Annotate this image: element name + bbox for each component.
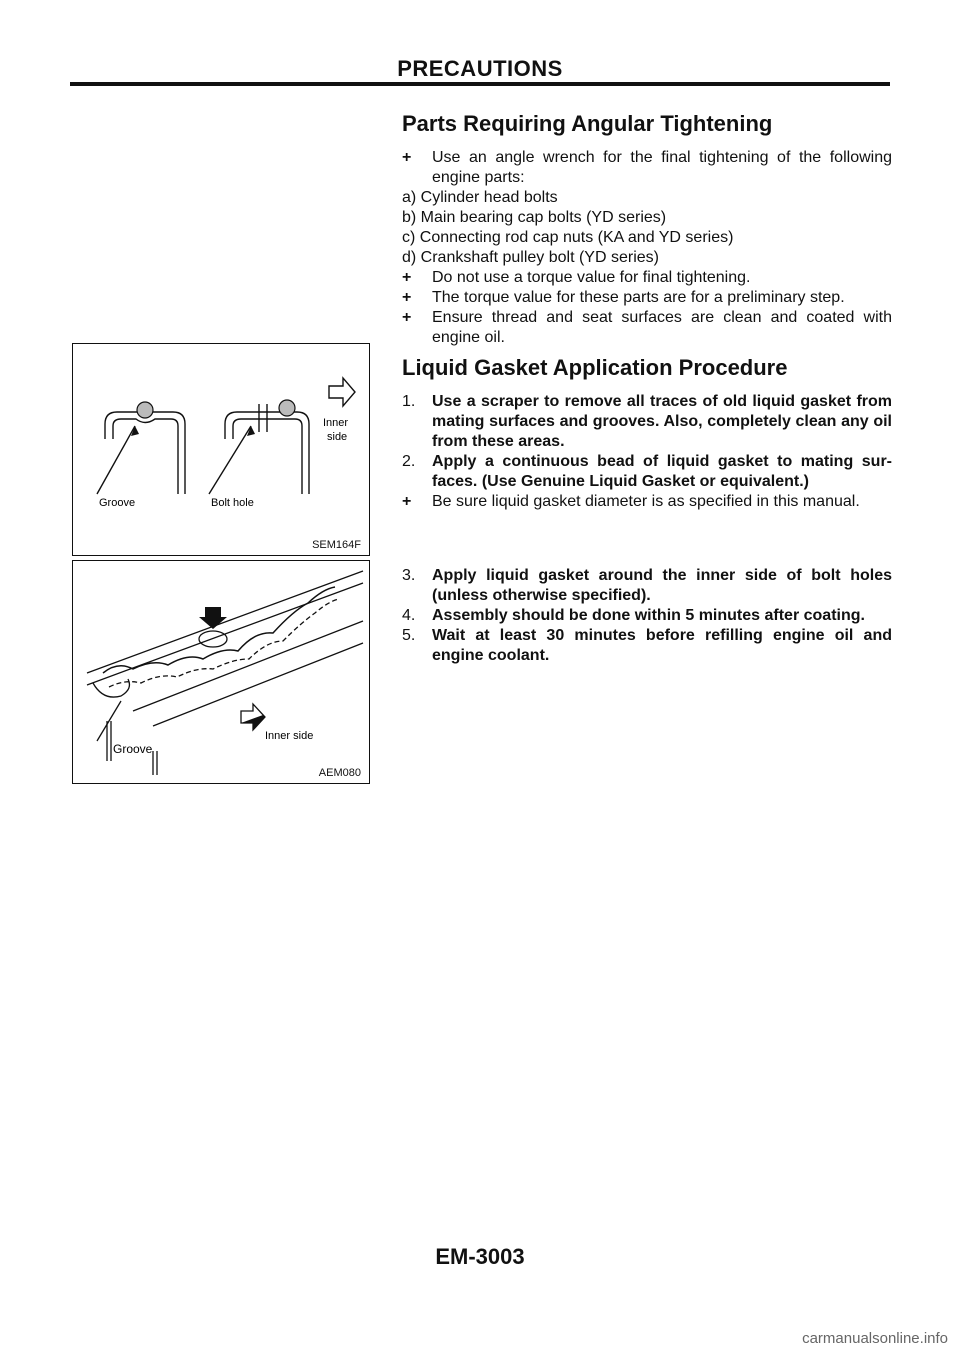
gasket-bead-diagram bbox=[73, 561, 368, 781]
watermark[interactable]: carmanualsonline.info bbox=[802, 1330, 948, 1347]
main-content bbox=[402, 110, 892, 666]
step-item bbox=[402, 606, 892, 626]
figure-sem164f bbox=[72, 343, 370, 556]
section-title-angular-tightening: Parts Requiring Angular Tightening bbox=[402, 111, 773, 136]
page-number: EM-3003 bbox=[435, 1244, 525, 1269]
figure-id: SEM164F bbox=[312, 539, 361, 551]
step-text: Wait at least 30 minutes before refilling engine oil and engine coolant. bbox=[432, 627, 892, 664]
label-inner-side: Inner side bbox=[265, 730, 314, 742]
gasket-groove-diagram bbox=[73, 344, 368, 554]
label-inner: Inner bbox=[323, 417, 349, 429]
bullet-symbol: + bbox=[402, 309, 412, 326]
step-number: 5. bbox=[402, 627, 416, 644]
bullet-symbol: + bbox=[402, 493, 412, 510]
bullet-text: Ensure thread and seat surfaces are clean and coated with engine oil. bbox=[432, 309, 892, 346]
bullet-symbol: + bbox=[402, 289, 412, 306]
list-item: b) Main bearing cap bolts (YD series) bbox=[402, 209, 667, 226]
step-item bbox=[402, 566, 892, 606]
step-text: Use a scraper to remove all traces of old liquid gasket from mating surfaces and grooves. Also, completely clean any oil from these areas. bbox=[432, 393, 892, 450]
bullet-symbol: + bbox=[402, 269, 412, 286]
bullet-text: Use an angle wrench for the final tightening of the following engine parts: bbox=[432, 149, 892, 186]
step-item bbox=[402, 452, 892, 492]
bullet-item bbox=[402, 492, 892, 512]
bullet-item bbox=[402, 288, 892, 308]
step-text: Assembly should be done within 5 minutes after coating. bbox=[432, 607, 865, 624]
step-number: 4. bbox=[402, 607, 416, 624]
step-number: 2. bbox=[402, 453, 416, 470]
bullet-item bbox=[402, 148, 892, 188]
step-number: 3. bbox=[402, 567, 416, 584]
bullet-symbol: + bbox=[402, 149, 412, 166]
step-item bbox=[402, 626, 892, 666]
page-header-title: PRECAUTIONS bbox=[397, 56, 563, 81]
bullet-text: Do not use a torque value for final tightening. bbox=[432, 269, 751, 286]
section-title-liquid-gasket: Liquid Gasket Application Procedure bbox=[402, 355, 788, 380]
list-item: d) Crankshaft pulley bolt (YD series) bbox=[402, 249, 659, 266]
figure-aem080 bbox=[72, 560, 370, 784]
bullet-text: The torque value for these parts are for a preliminary step. bbox=[432, 289, 845, 306]
bullet-item bbox=[402, 268, 892, 288]
step-item bbox=[402, 392, 892, 452]
label-bolt-hole: Bolt hole bbox=[211, 497, 254, 509]
figure-id: AEM080 bbox=[318, 767, 361, 779]
label-groove: Groove bbox=[99, 497, 136, 509]
header-rule bbox=[70, 82, 890, 86]
step-text: Apply a continuous bead of liquid gasket to mating sur-faces. (Use Genuine Liquid Gasket or equivalent.) bbox=[432, 453, 892, 490]
bullet-item bbox=[402, 308, 892, 348]
label-groove: Groove bbox=[113, 742, 153, 756]
bullet-text: Be sure liquid gasket diameter is as specified in this manual. bbox=[432, 493, 860, 510]
list-item: c) Connecting rod cap nuts (KA and YD series) bbox=[402, 229, 734, 246]
step-number: 1. bbox=[402, 393, 416, 410]
spacer bbox=[402, 512, 892, 566]
list-item: a) Cylinder head bolts bbox=[402, 189, 558, 206]
step-text: Apply liquid gasket around the inner side of bolt holes (unless otherwise specified). bbox=[432, 567, 892, 604]
label-side: side bbox=[327, 431, 348, 443]
